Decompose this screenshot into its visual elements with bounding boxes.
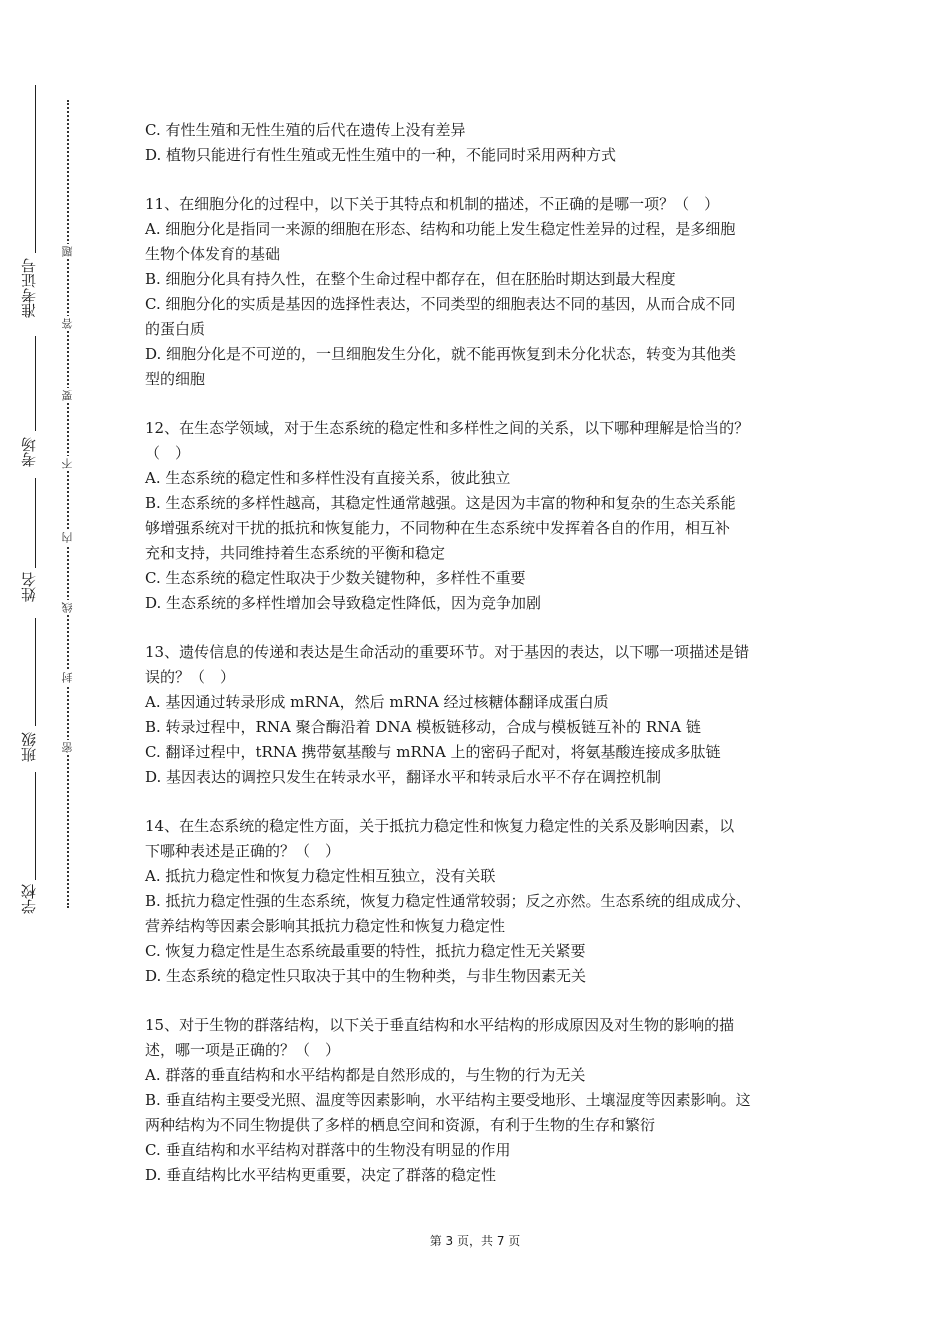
option-c: C. 有性生殖和无性生殖的后代在遗传上没有差异 (145, 121, 466, 139)
seal-char: 答 (61, 318, 74, 329)
question-14 (145, 814, 815, 989)
margin-label-school: 学校 (20, 884, 38, 914)
question-stem: 13、遗传信息的传递和表达是生命活动的重要环节。对于基因的表达，以下哪一项描述是错 (145, 643, 750, 661)
option-a: A. 生态系统的稳定性和多样性没有直接关系，彼此独立 (145, 469, 511, 487)
question-15 (145, 1013, 815, 1188)
page-footer: 第 3 页，共 7 页 (429, 1234, 521, 1248)
option-c: C. 恢复力稳定性是生态系统最重要的特性，抵抗力稳定性无关紧要 (145, 942, 586, 960)
question-stem-cont: 下哪种表述是正确的？（ ） (145, 842, 341, 860)
option-a: A. 抵抗力稳定性和恢复力稳定性相互独立，没有关联 (145, 867, 496, 885)
margin-divider-line (35, 478, 36, 568)
option-a: A. 群落的垂直结构和水平结构都是自然形成的，与生物的行为无关 (145, 1066, 586, 1084)
binding-margin (0, 0, 60, 1344)
margin-divider-line (35, 772, 36, 880)
option-d: D. 生态系统的多样性增加会导致稳定性降低，因为竞争加剧 (145, 594, 542, 612)
question-stem-cont: （ ） (145, 444, 191, 462)
question-stem-cont: 述，哪一项是正确的？（ ） (145, 1041, 341, 1059)
seal-dotted-line (67, 100, 69, 908)
option-b-cont: 够增强系统对干扰的抵抗和恢复能力，不同物种在生态系统中发挥着各自的作用，相互补 (145, 519, 731, 537)
option-d: D. 细胞分化是不可逆的，一旦细胞发生分化，就不能再恢复到未分化状态，转变为其他类 (145, 345, 737, 363)
margin-divider-line (35, 336, 36, 431)
question-stem: 15、对于生物的群落结构，以下关于垂直结构和水平结构的形成原因及对生物的影响的描 (145, 1016, 735, 1034)
question-content (145, 118, 815, 1188)
question-13 (145, 640, 815, 790)
seal-char: 密 (61, 742, 74, 753)
option-c: C. 垂直结构和水平结构对群落中的生物没有明显的作用 (145, 1141, 511, 1159)
seal-char: 封 (61, 672, 74, 683)
option-c-cont: 的蛋白质 (145, 320, 206, 338)
option-d-cont: 型的细胞 (145, 370, 206, 388)
seal-char: 不 (61, 458, 74, 469)
margin-label-class: 班级 (20, 732, 38, 762)
margin-divider-line (35, 618, 36, 726)
seal-char: 要 (61, 390, 74, 401)
question-stem-cont: 误的？（ ） (145, 668, 236, 686)
question-block (145, 118, 815, 168)
option-b-cont: 两种结构为不同生物提供了多样的栖息空间和资源，有利于生物的生存和繁衍 (145, 1116, 656, 1134)
option-b: B. 垂直结构主要受光照、温度等因素影响，水平结构主要受地形、土壤湿度等因素影响。这 (145, 1091, 751, 1109)
option-b-cont: 充和支持，共同维持着生态系统的平衡和稳定 (145, 544, 446, 562)
margin-label-exam-number: 准考证号 (20, 258, 38, 318)
seal-char: 内 (61, 532, 74, 543)
question-stem: 14、在生态系统的稳定性方面，关于抵抗力稳定性和恢复力稳定性的关系及影响因素，以 (145, 817, 735, 835)
option-b: B. 细胞分化具有持久性，在整个生命过程中都存在，但在胚胎时期达到最大程度 (145, 270, 676, 288)
margin-label-name: 姓名 (20, 572, 38, 602)
option-c: C. 细胞分化的实质是基因的选择性表达，不同类型的细胞表达不同的基因，从而合成不同 (145, 295, 736, 313)
option-b-cont: 营养结构等因素会影响其抵抗力稳定性和恢复力稳定性 (145, 917, 506, 935)
option-b: B. 生态系统的多样性越高，其稳定性通常越强。这是因为丰富的物种和复杂的生态关系能 (145, 494, 736, 512)
option-d: D. 基因表达的调控只发生在转录水平，翻译水平和转录后水平不存在调控机制 (145, 768, 662, 786)
option-a-cont: 生物个体发育的基础 (145, 245, 281, 263)
seal-char: 线 (61, 602, 74, 613)
option-a: A. 细胞分化是指同一来源的细胞在形态、结构和功能上发生稳定性差异的过程，是多细胞 (145, 220, 736, 238)
option-d: D. 生态系统的稳定性只取决于其中的生物种类，与非生物因素无关 (145, 967, 587, 985)
seal-char: 题 (61, 246, 74, 257)
option-d: D. 植物只能进行有性生殖或无性生殖中的一种，不能同时采用两种方式 (145, 146, 617, 164)
option-d: D. 垂直结构比水平结构更重要，决定了群落的稳定性 (145, 1166, 497, 1184)
option-c: C. 翻译过程中，tRNA 携带氨基酸与 mRNA 上的密码子配对，将氨基酸连接成多肽链 (145, 743, 721, 761)
option-a: A. 基因通过转录形成 mRNA，然后 mRNA 经过核糖体翻译成蛋白质 (145, 693, 609, 711)
question-stem: 11、在细胞分化的过程中，以下关于其特点和机制的描述，不正确的是哪一项？（ ） (145, 195, 720, 213)
margin-label-exam-room: 考场 (20, 437, 38, 467)
option-c: C. 生态系统的稳定性取决于少数关键物种，多样性不重要 (145, 569, 526, 587)
question-12 (145, 416, 815, 616)
margin-divider-line (35, 85, 36, 253)
question-11 (145, 192, 815, 392)
option-b: B. 抵抗力稳定性强的生态系统，恢复力稳定性通常较弱；反之亦然。生态系统的组成成分、 (145, 892, 751, 910)
option-b: B. 转录过程中，RNA 聚合酶沿着 DNA 模板链移动，合成与模板链互补的 RNA 链 (145, 718, 701, 736)
question-stem: 12、在生态学领域，对于生态系统的稳定性和多样性之间的关系，以下哪种理解是恰当的？ (145, 419, 750, 437)
